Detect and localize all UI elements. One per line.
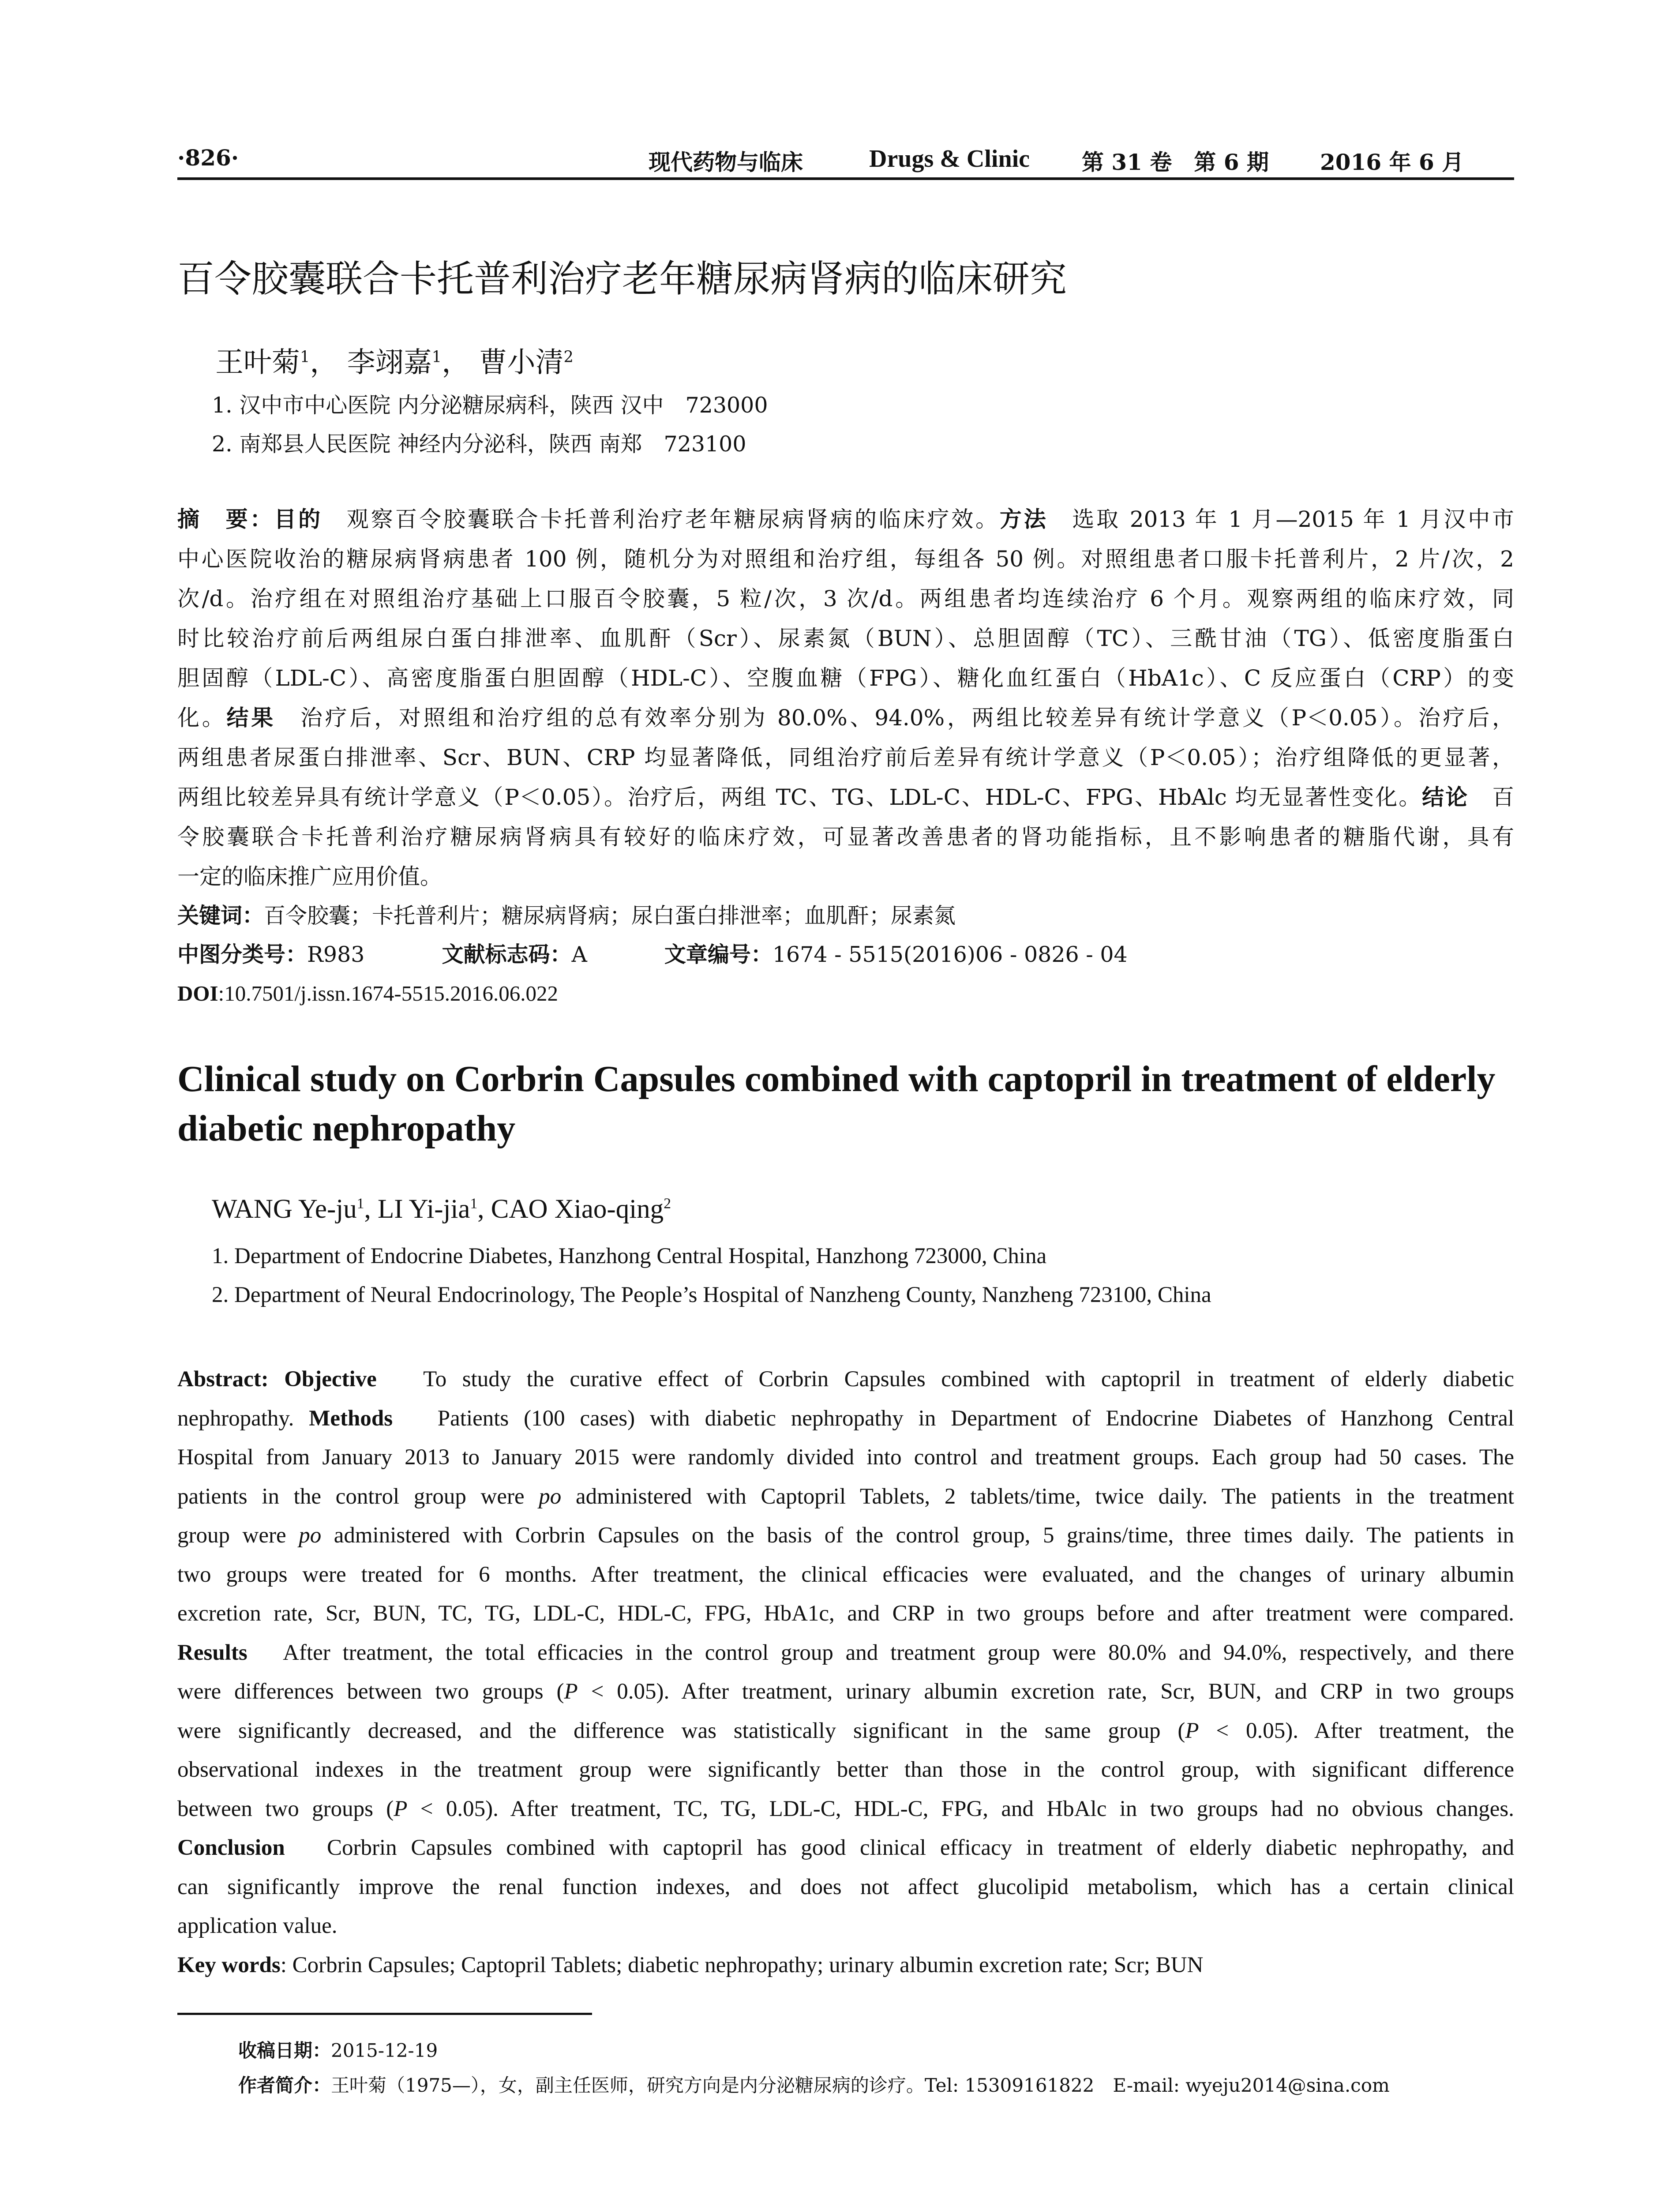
journal-name-en: Drugs & Clinic (869, 145, 1030, 173)
received-value: 2015-12-19 (331, 2040, 438, 2061)
author-affiliation-mark: 1 (470, 1195, 478, 1212)
abstract-en-line (177, 1360, 1514, 1399)
doc-code-value: A (571, 942, 587, 967)
keywords-text: 百令胶囊；卡托普利片；糖尿病肾病；尿白蛋白排泄率；血肌酐；尿素氮 (264, 903, 956, 928)
abstract-text: were significantly decreased, and the difference was statistically significant in the same group ( (177, 1718, 1185, 1743)
abstract-en (177, 1360, 1514, 1985)
journal-name-cn: 现代药物与临床 (649, 149, 803, 175)
conclusion-label: Conclusion (177, 1835, 285, 1860)
received-date (238, 2036, 438, 2063)
abstract-cn-line (177, 499, 1514, 539)
author-affiliation-mark: 1 (356, 1195, 364, 1212)
authors-cn: 王叶菊$^1$， 李翊嘉$^1$， 曹小清$^2$ (215, 346, 574, 379)
title-en (177, 1054, 1527, 1153)
author-affiliation-mark: 2 (563, 348, 574, 366)
abstract-text: To study the curative effect of Corbrin Capsules combined with captopril in treatment of elderly diabetic (423, 1367, 1514, 1392)
abstract-text: Corbrin Capsules combined with captopril has good clinical efficacy in treatment of elderly diabetic nephropathy, and (326, 1835, 1514, 1860)
abstract-text: nephropathy. (177, 1406, 294, 1431)
objective-label: Objective (284, 1367, 377, 1392)
abstract-text: 化。 (177, 705, 227, 731)
affiliation-cn-1: 1. 汉中市中心医院 内分泌糖尿病科，陕西 汉中 723000 (212, 393, 768, 418)
running-header (177, 142, 1514, 180)
abstract-cn-line: 令胶囊联合卡托普利治疗糖尿病肾病具有较好的临床疗效，可显著改善患者的肾功能指标，且不影响患者的糖脂代谢，具有 (177, 824, 1514, 850)
keywords-cn (177, 897, 1514, 935)
abstract-cn-line: 两组患者尿蛋白排泄率、Scr、BUN、CRP 均显著降低，同组治疗前后差异有统计学意义（P＜0.05）；治疗组降低的更显著， (177, 745, 1514, 770)
clc-label: 中图分类号： (177, 942, 308, 967)
abstract-text: patients in the control group were (177, 1484, 525, 1509)
keywords-en (177, 1946, 1514, 1985)
abstract-cn-line (177, 777, 1514, 817)
abstract-text: After treatment, the total efficacies in the control group and treatment group were 80.0% and 94.0%, respectively, and there (283, 1640, 1514, 1665)
title-en-line: Clinical study on Corbrin Capsules combined with captopril in treatment of elderly (177, 1058, 1496, 1099)
abstract-en-line (177, 1828, 1514, 1868)
abstract-text: Patients (100 cases) with diabetic nephropathy in Department of Endocrine Diabetes of Hanzhong Central (437, 1406, 1514, 1431)
received-label: 收稿日期： (238, 2040, 331, 2061)
author-name: WANG Ye-ju (212, 1194, 357, 1224)
author-name: 曹小清 (479, 346, 564, 379)
abstract-text: < 0.05). After treatment, TC, TG, LDL-C, HDL-C, FPG, and HbAlc in two groups had no obvious changes. (407, 1796, 1514, 1821)
abstract-italic: P (1185, 1718, 1199, 1743)
authors-en: WANG $Ye-ju^1$, LI Yi-jia$^1$, CAO Xiao-qing$^2$ (212, 1194, 671, 1224)
abstract-text: administered with Corbrin Capsules on the basis of the control group, 5 grains/time, three times daily. The patients in (334, 1523, 1514, 1548)
author-affiliation-mark: 1 (300, 348, 310, 366)
classification-line (177, 935, 1514, 974)
doc-code-label: 文献标志码： (442, 942, 572, 967)
affiliation-en-2: 2. Department of Neural Endocrinology, The People’s Hospital of Nanzheng County, Nanzheng 723100, China (212, 1283, 1211, 1307)
author-bio (238, 2071, 1390, 2097)
methods-label: Methods (309, 1406, 393, 1431)
abstract-text: administered with Captopril Tablets, 2 tablets/time, twice daily. The patients in the treatment (576, 1484, 1514, 1509)
abstract-cn-line (177, 698, 1514, 738)
abstract-cn-line: 中心医院收治的糖尿病肾病患者 100 例，随机分为对照组和治疗组，每组各 50 例。对照组患者口服卡托普利片，2 片/次，2 (177, 546, 1514, 572)
abstract-en-line (177, 1516, 1514, 1555)
abstract-cn (177, 499, 1514, 1013)
abstract-en-line: application value. (177, 1913, 338, 1938)
abstract-text: < 0.05). After treatment, the (1199, 1718, 1514, 1743)
doi-line (177, 974, 1514, 1013)
abstract-en-line: excretion rate, Scr, BUN, TC, TG, LDL-C, HDL-C, FPG, HbA1c, and CRP in two groups before and after treatment were compared. (177, 1601, 1514, 1626)
methods-label: 方法 (999, 506, 1048, 532)
keywords-label: Key words (177, 1952, 281, 1977)
keywords-label: 关键词： (177, 903, 264, 928)
abstract-cn-line: 次/d。治疗组在对照组治疗基础上口服百令胶囊，5 粒/次，3 次/d。两组患者均连续治疗 6 个月。观察两组的临床疗效，同 (177, 586, 1514, 612)
title-en-line: diabetic nephropathy (177, 1108, 516, 1149)
results-label: 结果 (226, 705, 276, 731)
abstract-en-line: two groups were treated for 6 months. After treatment, the clinical efficacies were evaluated, and the changes of urinary albumin (177, 1562, 1514, 1587)
abstract-italic: P (394, 1796, 408, 1821)
footnote-rule (177, 2013, 592, 2015)
doi-label: DOI (177, 981, 218, 1005)
doi-value: :10.7501/j.issn.1674-5515.2016.06.022 (218, 981, 558, 1005)
abstract-en-line (177, 1672, 1514, 1711)
clc-value: R983 (307, 942, 365, 967)
abstract-en-line (177, 1477, 1514, 1516)
abstract-en-line (177, 1790, 1514, 1829)
page-number: ·826· (177, 145, 239, 171)
article-no-label: 文章编号： (664, 942, 772, 967)
abstract-cn-line: 时比较治疗前后两组尿白蛋白排泄率、血肌酐（Scr）、尿素氮（BUN）、总胆固醇（TC）、三酰甘油（TG）、低密度脂蛋白 (177, 626, 1514, 651)
author-bio-label: 作者简介： (238, 2075, 331, 2096)
abstract-text: < 0.05). After treatment, urinary albumin excretion rate, Scr, BUN, and CRP in two groups (578, 1679, 1514, 1704)
abstract-text: group were (177, 1523, 286, 1548)
abstract-text: were differences between two groups ( (177, 1679, 564, 1704)
abstract-en-line (177, 1633, 1514, 1673)
abstract-label: 摘 要： (177, 506, 274, 532)
abstract-cn-line: 一定的临床推广应用价值。 (177, 864, 442, 889)
abstract-en-line: can significantly improve the renal function indexes, and does not affect glucolipid metabolism, which has a certain clinical (177, 1874, 1514, 1899)
conclusion-label: 结论 (1422, 784, 1469, 810)
abstract-text: 两组比较差异具有统计学意义（P＜0.05）。治疗后，两组 TC、TG、LDL-C、HDL-C、FPG、HbAlc 均无显著性变化。 (177, 784, 1422, 810)
results-text: 治疗后，对照组和治疗组的总有效率分别为 80.0%、94.0%，两组比较差异有统计学意义（P＜0.05）。治疗后， (300, 705, 1514, 731)
author-affiliation-mark: 2 (664, 1195, 671, 1212)
abstract-label: Abstract: (177, 1367, 269, 1392)
abstract-cn-line: 胆固醇（LDL-C）、高密度脂蛋白胆固醇（HDL-C）、空腹血糖（FPG）、糖化血红蛋白（HbA1c）、C 反应蛋白（CRP）的变 (177, 665, 1514, 691)
results-label: Results (177, 1640, 248, 1665)
author-affiliation-mark: 1 (431, 348, 442, 366)
author-name: CAO Xiao-qing (491, 1194, 664, 1224)
abstract-en-line: observational indexes in the treatment group were significantly better than those in the control group, with significant difference (177, 1757, 1514, 1782)
abstract-en-line (177, 1711, 1514, 1751)
abstract-italic: po (539, 1484, 562, 1509)
author-name: 王叶菊 (215, 346, 300, 379)
objective-label: 目的 (274, 506, 322, 532)
author-bio-text: 王叶菊（1975—），女，副主任医师，研究方向是内分泌糖尿病的诊疗。Tel: 15309161822 E-mail: wyeju2014@sina.com (331, 2075, 1390, 2096)
objective-text: 观察百令胶囊联合卡托普利治疗老年糖尿病肾病的临床疗效。 (346, 506, 1000, 532)
article-no-value: 1674 - 5515(2016)06 - 0826 - 04 (772, 942, 1128, 967)
volume-issue: 第 31 卷 第 6 期 (1082, 149, 1269, 175)
affiliation-cn-2: 2. 南郑县人民医院 神经内分泌科，陕西 南郑 723100 (212, 431, 746, 457)
abstract-en-line (177, 1399, 1514, 1438)
abstract-text: between two groups ( (177, 1796, 394, 1821)
affiliation-en-1: 1. Department of Endocrine Diabetes, Hanzhong Central Hospital, Hanzhong 723000, China (212, 1244, 1047, 1268)
methods-text: 选取 2013 年 1 月—2015 年 1 月汉中市 (1072, 506, 1514, 532)
keywords-text: : Corbrin Capsules; Captopril Tablets; diabetic nephropathy; urinary albumin excretion rate; Scr; BUN (280, 1952, 1204, 1977)
abstract-italic: P (564, 1679, 578, 1704)
conclusion-text: 百 (1492, 784, 1514, 810)
author-name: 李翊嘉 (347, 346, 432, 379)
author-name: LI Yi-jia (378, 1194, 470, 1224)
issue-date: 2016 年 6 月 (1320, 149, 1464, 175)
title-cn: 百令胶囊联合卡托普利治疗老年糖尿病肾病的临床研究 (177, 257, 1067, 300)
abstract-en-line: Hospital from January 2013 to January 2015 were randomly divided into control and treatment groups. Each group had 50 cases. The (177, 1445, 1514, 1470)
abstract-italic: po (299, 1523, 322, 1548)
